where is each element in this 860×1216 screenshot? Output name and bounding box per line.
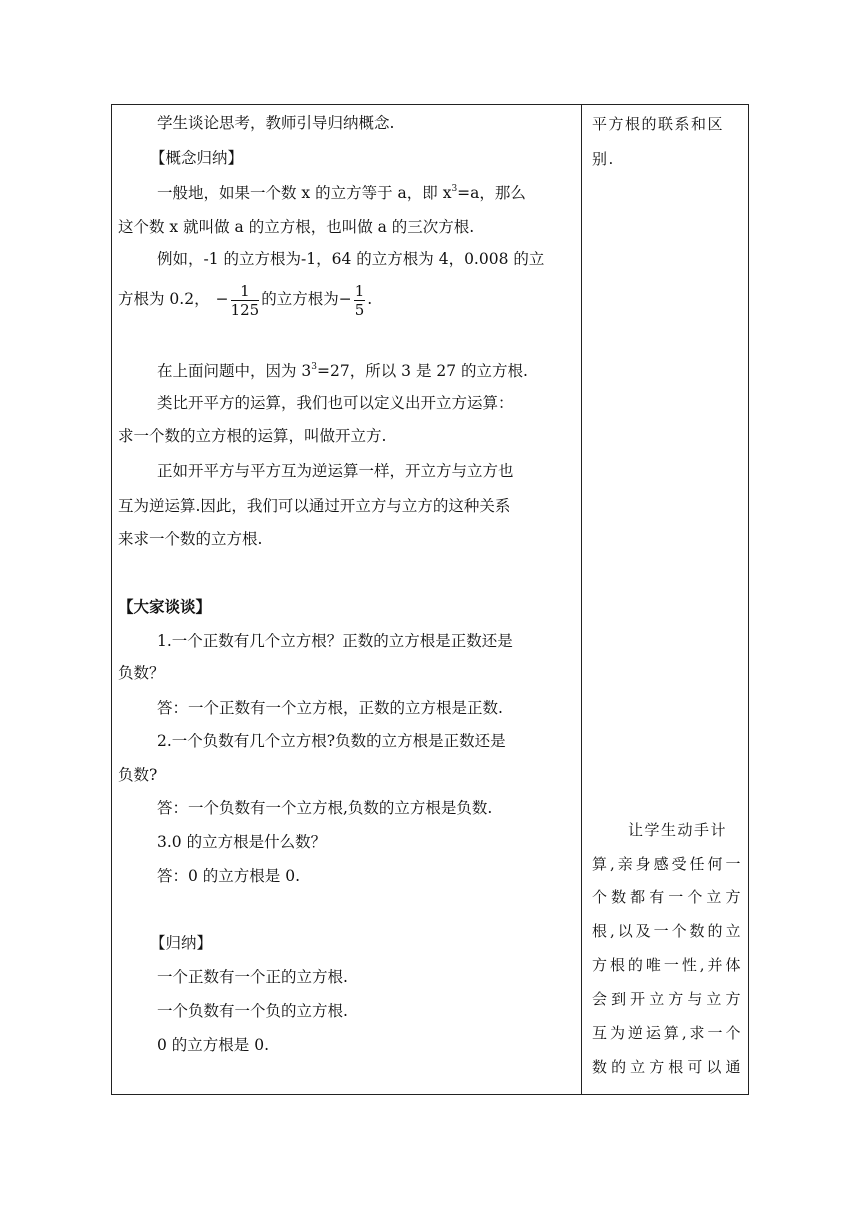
- side-note-line-5: 方根的唯一性,并体: [592, 956, 742, 974]
- intro-text: 学生谈论思考，教师引导归纳概念.: [157, 114, 395, 132]
- question-3: 3.0 的立方根是什么数？: [157, 833, 327, 851]
- definition-exponent: 3: [451, 184, 458, 194]
- example-text-a: 方根为 0.2，: [118, 290, 210, 308]
- inverse-line-2: 互为逆运算.因此，我们可以通过开立方与立方的这种关系: [118, 497, 511, 515]
- side-top-line-1: 平方根的联系和区: [592, 115, 725, 133]
- fraction-denominator: 5: [354, 300, 365, 319]
- discuss-heading: 【大家谈谈】: [118, 598, 212, 616]
- problem-text-b: =27，所以 3 是 27 的立方根.: [317, 362, 528, 380]
- inverse-line-3: 来求一个数的立方根.: [118, 530, 263, 548]
- example-text-b: 的立方根为: [261, 290, 339, 308]
- definition-line-1: [157, 182, 526, 204]
- definition-text-a: 一般地，如果一个数 x 的立方等于 a，即 x: [157, 184, 452, 202]
- side-note-line-1: 让学生动手计: [628, 821, 728, 839]
- problem-exponent: 3: [311, 362, 318, 372]
- period: .: [367, 290, 373, 308]
- minus-sign: −: [215, 290, 229, 308]
- side-note-line-6: 会到开立方与立方: [592, 990, 742, 1008]
- side-note-line-7: 互为逆运算,求一个: [592, 1024, 742, 1042]
- definition-line-2: 这个数 x 就叫做 a 的立方根，也叫做 a 的三次方根.: [118, 218, 475, 236]
- fraction-numerator: 1: [231, 282, 260, 301]
- analogy-line-1: 类比开平方的运算，我们也可以定义出开立方运算：: [157, 394, 514, 412]
- analogy-line-2: 求一个数的立方根的运算，叫做开立方.: [118, 427, 387, 445]
- question-1-line-1: 1.一个正数有几个立方根？正数的立方根是正数还是: [157, 632, 513, 650]
- inverse-line-1: 正如开平方与平方互为逆运算一样，开立方与立方也: [157, 462, 514, 480]
- concept-heading: 【概念归纳】: [150, 149, 244, 167]
- fraction-numerator: 1: [354, 281, 365, 300]
- column-divider: [581, 105, 582, 1094]
- summary-line-3: 0 的立方根是 0.: [157, 1036, 270, 1054]
- side-note-line-2: 算,亲身感受任何一: [592, 855, 742, 873]
- definition-text-b: =a，那么: [457, 184, 526, 202]
- summary-line-1: 一个正数有一个正的立方根.: [157, 968, 348, 986]
- question-1-line-2: 负数？: [118, 664, 165, 682]
- fraction-1-5: [354, 282, 366, 319]
- example-line-2: [118, 277, 372, 321]
- problem-line: [157, 360, 528, 382]
- summary-heading: 【归纳】: [150, 934, 213, 952]
- minus-sign: −: [338, 290, 352, 308]
- side-note-line-3: 个数都有一个立方: [592, 888, 742, 906]
- fraction-denominator: 125: [230, 300, 260, 319]
- question-2-line-2: 负数?: [118, 766, 158, 784]
- summary-line-2: 一个负数有一个负的立方根.: [157, 1002, 348, 1020]
- answer-3: 答：0 的立方根是 0.: [157, 867, 301, 885]
- side-note-line-4: 根,以及一个数的立: [592, 922, 742, 940]
- side-note-line-8: 数的立方根可以通: [592, 1058, 742, 1076]
- answer-2: 答：一个负数有一个立方根,负数的立方根是负数.: [157, 799, 493, 817]
- example-line-1: 例如，-1 的立方根为-1，64 的立方根为 4，0.008 的立: [157, 250, 545, 268]
- lesson-table: [111, 104, 749, 1095]
- side-top-line-2: 别.: [592, 150, 615, 168]
- problem-text-a: 在上面问题中，因为 3: [157, 362, 312, 380]
- question-2-line-1: 2.一个负数有几个立方根?负数的立方根是正数还是: [157, 732, 506, 750]
- fraction-1-125: [231, 282, 260, 319]
- answer-1: 答：一个正数有一个立方根，正数的立方根是正数.: [157, 699, 503, 717]
